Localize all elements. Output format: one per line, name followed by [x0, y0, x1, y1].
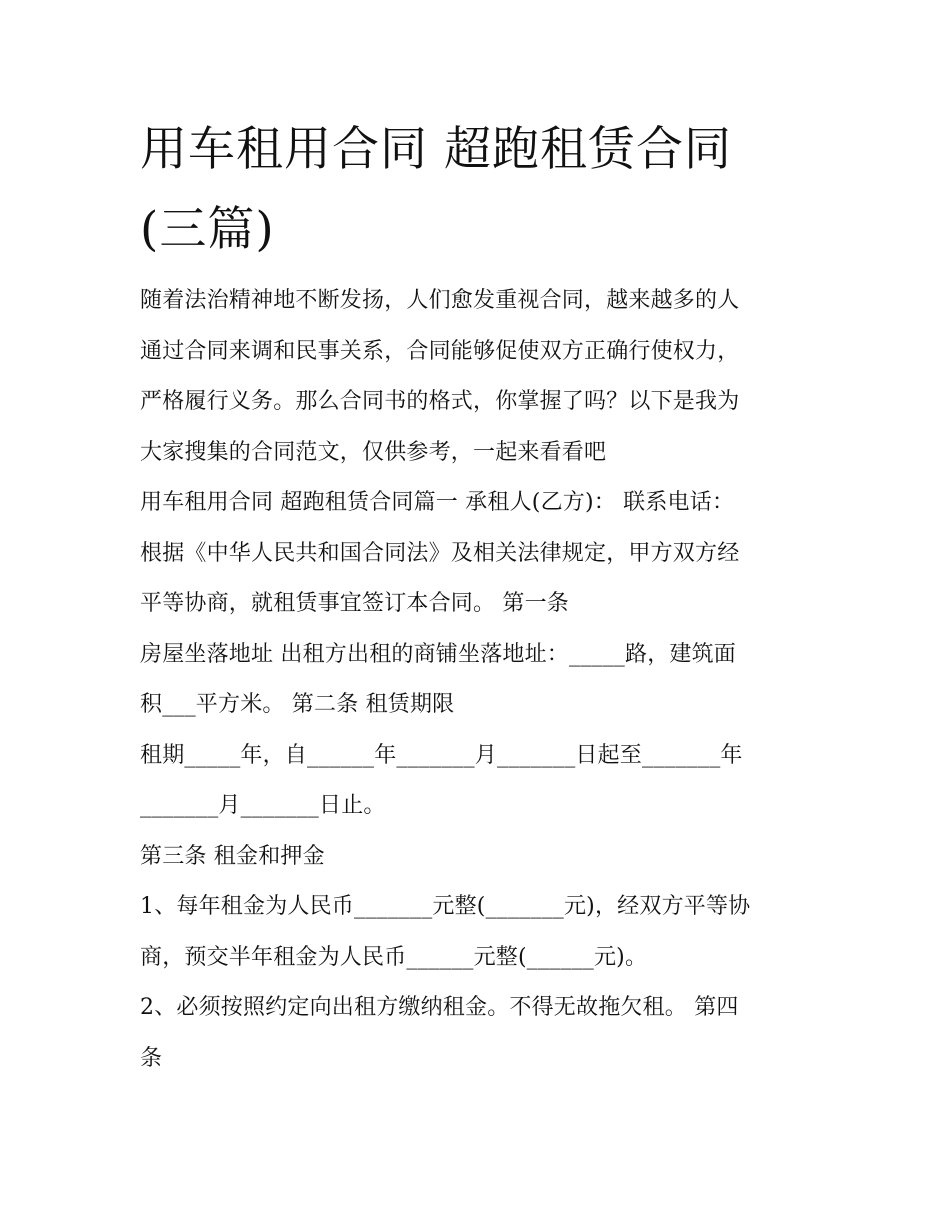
title-line: (三篇) [140, 202, 275, 257]
body-line: 通过合同来调和民事关系，合同能够促使双方正确行使权力， [140, 338, 740, 364]
body-line: 条 [140, 1045, 163, 1071]
body-line: 第三条 租金和押金 [140, 843, 325, 869]
body-line: 房屋坐落地址 出租方出租的商铺坐落地址：_____路，建筑面 [140, 641, 736, 667]
body-line: 积___平方米。 第二条 租赁期限 [140, 692, 455, 717]
document-title [140, 110, 820, 270]
body-line: 平等协商，就租赁事宜签订本合同。 第一条 [140, 591, 569, 616]
body-line: 2、必须按照约定向出租方缴纳租金。不得无故拖欠租。 第四 [140, 995, 739, 1020]
body-line: 大家搜集的合同范文，仅供参考，一起来看看吧 [140, 439, 607, 465]
body-line: 严格履行义务。那么合同书的格式，你掌握了吗？以下是我为 [140, 389, 740, 414]
body-line: 随着法治精神地不断发扬，人们愈发重视合同，越来越多的人 [140, 288, 740, 313]
body-line: 商，预交半年租金为人民币______元整(______元)。 [140, 944, 648, 970]
title-line: 用车租用合同 超跑租赁合同 [140, 122, 732, 177]
body-line: 1、每年租金为人民币_______元整(_______元)，经双方平等协 [140, 894, 751, 919]
body-line: _______月_______日止。 [140, 793, 386, 818]
body-line: 租期_____年，自______年_______月_______日起至_______年 [140, 742, 743, 768]
body-line: 用车租用合同 超跑租赁合同篇一 承租人(乙方)： 联系电话： [140, 490, 735, 515]
body-line: 根据《中华人民共和国合同法》及相关法律规定，甲方双方经 [140, 540, 740, 566]
document-body [140, 276, 820, 1084]
